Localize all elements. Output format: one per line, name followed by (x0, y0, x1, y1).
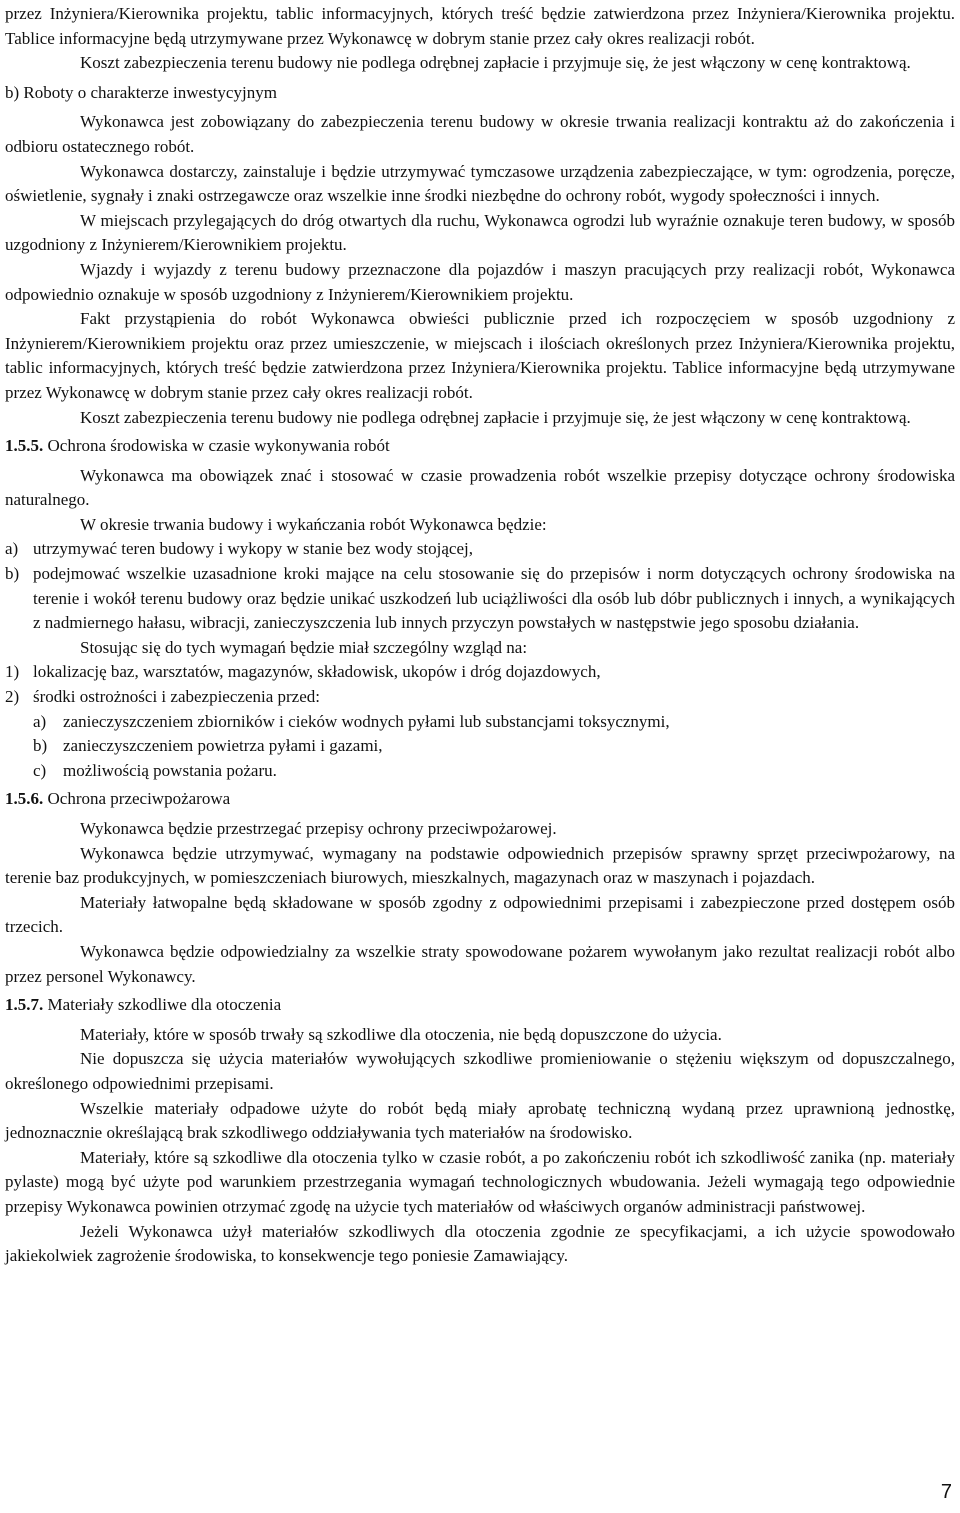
document-page (5, 2, 955, 1269)
list-marker: a) (5, 539, 19, 559)
section-heading-1-5-6 (5, 787, 955, 812)
paragraph: Wykonawca będzie utrzymywać, wymagany na podstawie odpowiednich przepisów sprawny sprzęt przeciwpożarowy, na terenie baz produkcyjnych, w pomieszczeniach biurowych, mieszkalnych, magazynach oraz w maszynach i pojazdach. (5, 843, 955, 888)
page-number: 7 (940, 1481, 952, 1503)
list-text: środki ostrożności i zabezpieczenia przed: (33, 687, 320, 707)
list-text: zanieczyszczeniem zbiorników i cieków wodnych pyłami lub substancjami toksycznymi, (63, 711, 670, 731)
list-text: utrzymywać teren budowy i wykopy w stanie bez wody stojącej, (33, 539, 473, 559)
paragraph: W okresie trwania budowy i wykańczania robót Wykonawca będzie: (80, 514, 547, 534)
list-text: lokalizację baz, warsztatów, magazynów, składowisk, ukopów i dróg dojazdowych, (33, 662, 601, 682)
list-text: zanieczyszczeniem powietrza pyłami i gazami, (63, 736, 383, 756)
paragraph: Wykonawca będzie przestrzegać przepisy ochrony przeciwpożarowej. (80, 819, 557, 838)
paragraph: Nie dopuszcza się użycia materiałów wywołujących szkodliwe promieniowanie o stężeniu większym od dopuszczalnego, określonego odpowiednimi przepisami. (5, 1049, 955, 1093)
section-heading-1-5-5 (5, 434, 955, 459)
section-heading-1-5-7 (5, 993, 955, 1018)
list-item (5, 685, 955, 710)
paragraph: Wjazdy i wyjazdy z terenu budowy przeznaczone dla pojazdów i maszyn pracujących przy realizacji robót, Wykonawca odpowiednio oznakuje w sposób uzgodniony z Inżynierem/Kierownikiem projektu. (5, 259, 955, 304)
section-title: Ochrona środowiska w czasie wykonywania robót (47, 436, 390, 456)
paragraph: Materiały, które są szkodliwe dla otoczenia tylko w czasie robót, a po zakończeniu robót ich szkodliwość zanika (np. materiały pylaste) mogą być użyte pod warunkiem przestrzegania wymagań technologicznych wbudowania. Jeżeli wymagają tego odpowiednie przepisy Wykonawca powinien otrzymać zgodę na użycie tych materiałów od właściwych organów administracji państwowej. (5, 1147, 955, 1216)
subheading-b: b) Roboty o charakterze inwestycyjnym (5, 82, 277, 102)
paragraph: Jeżeli Wykonawca użył materiałów szkodliwych dla otoczenia zgodnie ze specyfikacjami, a ich użycie spowodowało jakiekolwiek zagrożenie środowiska, to konsekwencje tego poniesie Zamawiający. (5, 1221, 955, 1266)
paragraph: przez Inżyniera/Kierownika projektu, tablic informacyjnych, których treść będzie zatwierdzona przez Inżyniera/Kierownika projektu. Tablice informacyjne będą utrzymywane przez Wykonawcę w dobrym stanie przez cały okres realizacji robót. (5, 4, 955, 48)
section-number: 1.5.7. (5, 995, 44, 1015)
paragraph: Stosując się do tych wymagań będzie miał szczególny wzgląd na: (80, 637, 528, 657)
list-marker: b) (5, 564, 20, 584)
paragraph: W miejscach przylegających do dróg otwartych dla ruchu, Wykonawca ogrodzi lub wyraźnie oznakuje teren budowy, w sposób uzgodniony z Inżynierem/Kierownikiem projektu. (5, 210, 955, 255)
list-text: podejmować wszelkie uzasadnione kroki mające na celu stosowanie się do przepisów i norm dotyczących ochrony środowiska na terenie i wokół terenu budowy oraz będzie unikać uszkodzeń lub uciążliwości dla osób lub dóbr publicznych i innych, a wynikających z nadmiernego hałasu, wibracji, zanieczyszczenia lub innych przyczyn powstałych w następstwie jego sposobu działania. (33, 564, 955, 633)
paragraph: Wykonawca będzie odpowiedzialny za wszelkie straty spowodowane pożarem wywołanym jako rezultat realizacji robót albo przez personel Wykonawcy. (5, 941, 955, 986)
list-marker: a) (33, 711, 47, 731)
paragraph: Materiały, które w sposób trwały są szkodliwe dla otoczenia, nie będą dopuszczone do użycia. (80, 1024, 722, 1044)
section-title: Ochrona przeciwpożarowa (47, 789, 231, 809)
section-number: 1.5.5. (5, 436, 44, 456)
paragraph: Wykonawca dostarczy, zainstaluje i będzie utrzymywać tymczasowe urządzenia zabezpieczające, w tym: ogrodzenia, poręcze, oświetlenie, sygnały i znaki ostrzegawcze oraz wszelkie inne środki niezbędne do ochrony robót, wygody społeczności i innych. (5, 161, 955, 206)
list-item (5, 562, 955, 636)
list-item (5, 660, 955, 685)
list-marker: c) (33, 760, 47, 780)
paragraph: Materiały łatwopalne będą składowane w sposób zgodny z odpowiednimi przepisami i zabezpieczone przed dostępem osób trzecich. (5, 892, 955, 937)
list-text: możliwością powstania pożaru. (63, 760, 277, 780)
list-marker: 2) (5, 687, 20, 707)
section-number: 1.5.6. (5, 789, 44, 809)
paragraph: Koszt zabezpieczenia terenu budowy nie podlega odrębnej zapłacie i przyjmuje się, że jest włączony w cenę kontraktową. (80, 407, 911, 427)
list-marker: 1) (5, 662, 20, 682)
list-item (5, 537, 955, 562)
paragraph: Koszt zabezpieczenia terenu budowy nie podlega odrębnej zapłacie i przyjmuje się, że jest włączony w cenę kontraktową. (80, 53, 911, 73)
paragraph: Wykonawca ma obowiązek znać i stosować w czasie prowadzenia robót wszelkie przepisy dotyczące ochrony środowiska naturalnego. (5, 465, 955, 510)
section-title: Materiały szkodliwe dla otoczenia (47, 995, 282, 1015)
paragraph: Wykonawca jest zobowiązany do zabezpieczenia terenu budowy w okresie trwania realizacji kontraktu aż do zakończenia i odbioru ostatecznego robót. (5, 112, 955, 156)
list-item (5, 710, 955, 735)
paragraph: Wszelkie materiały odpadowe użyte do robót będą miały aprobatę techniczną wydaną przez uprawnioną jednostkę, jednoznacznie określającą brak szkodliwego oddziaływania tych materiałów na środowisko. (5, 1098, 955, 1143)
list-marker: b) (33, 736, 48, 756)
list-item (5, 759, 955, 784)
list-item (5, 734, 955, 759)
paragraph: Fakt przystąpienia do robót Wykonawca obwieści publicznie przed ich rozpoczęciem w sposób uzgodniony z Inżynierem/Kierownikiem projektu oraz przez umieszczenie, w miejscach i ilościach określonych przez Inżyniera/Kierownika projektu, tablic informacyjnych, których treść będzie zatwierdzona przez Inżyniera/Kierownika projektu. Tablice informacyjne będą utrzymywane przez Wykonawcę w dobrym stanie przez cały okres realizacji robót. (5, 309, 955, 402)
